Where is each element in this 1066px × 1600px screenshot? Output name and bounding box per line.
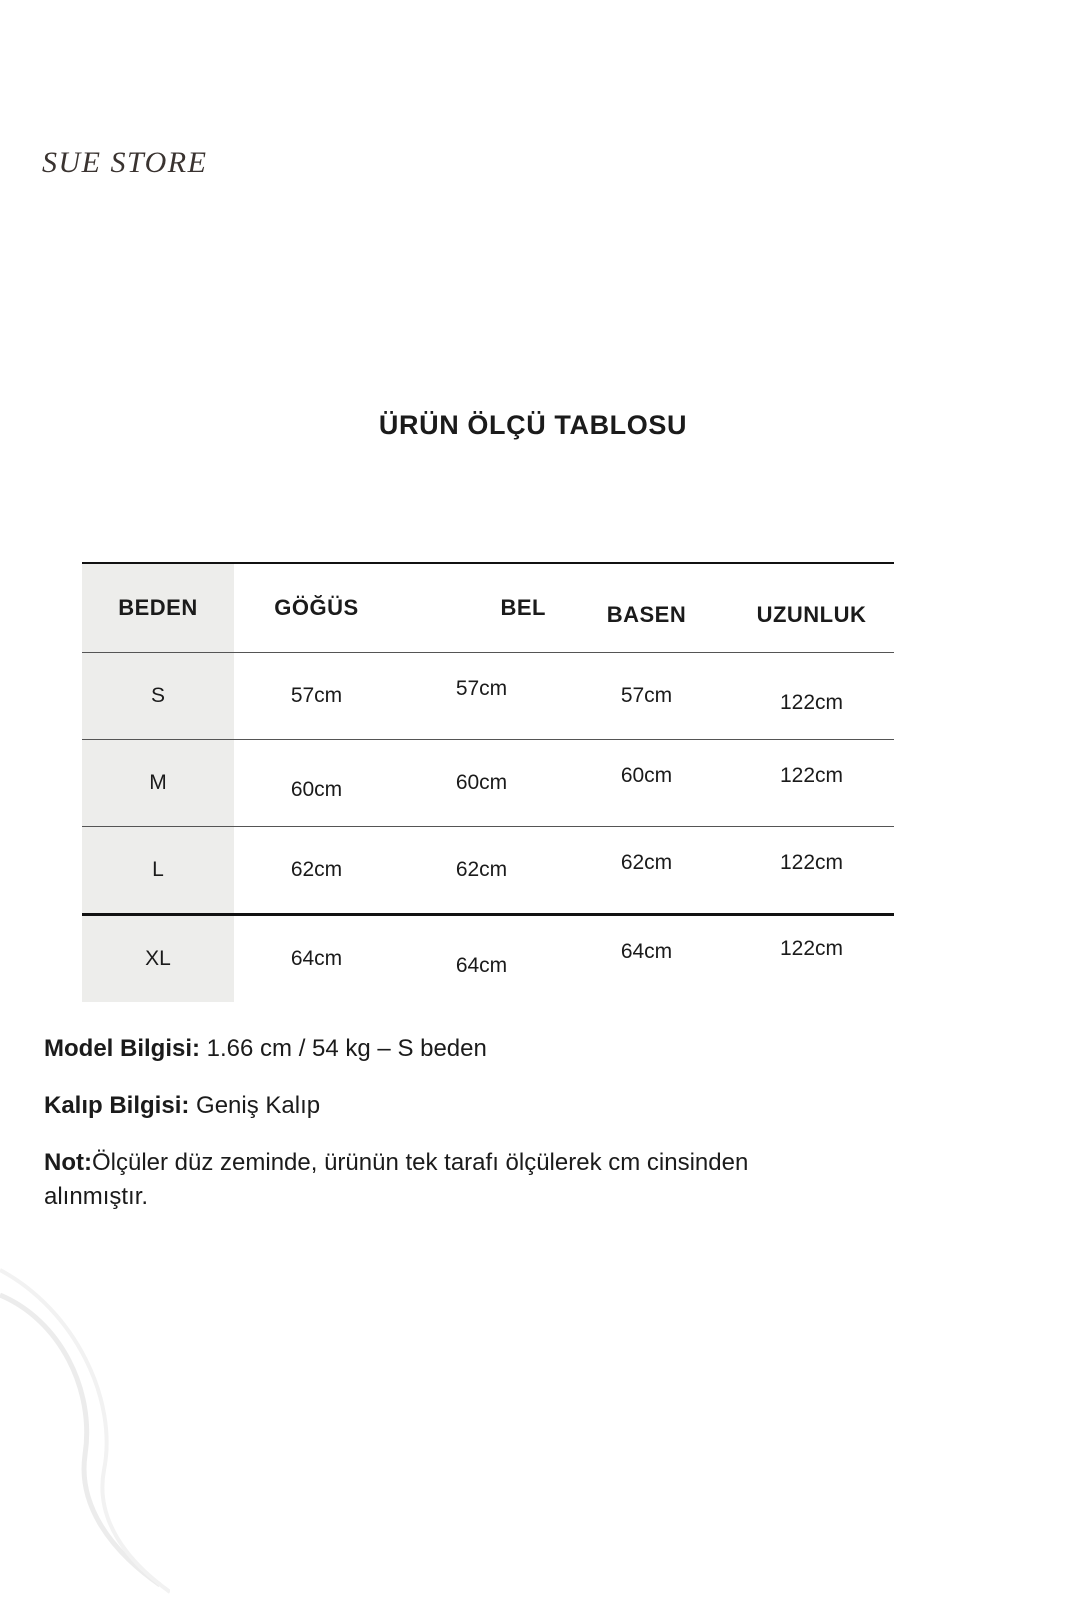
basen-value: 62cm [620,851,673,874]
header-basen-label: BASEN [606,602,687,627]
disclaimer-label: Not: [44,1148,92,1176]
cell-basen [564,915,729,1003]
table-header [82,563,894,653]
uzunluk-value: 122cm [779,937,844,960]
cell-basen [564,827,729,915]
cell-uzunluk [729,740,894,827]
cell-uzunluk [729,653,894,740]
size-value: M [149,771,167,794]
table-row [82,653,894,740]
uzunluk-value: 122cm [779,851,844,874]
gogus-value: 62cm [290,858,343,881]
model-info-value: 1.66 cm / 54 kg – S beden [200,1035,487,1062]
size-table [82,562,894,1002]
gogus-value: 60cm [290,778,343,801]
basen-value: 57cm [620,684,673,707]
size-value: XL [145,947,171,970]
model-info-label: Model Bilgisi: [44,1035,200,1062]
table-row [82,915,894,1003]
table-header-row [82,563,894,653]
decorative-swirl-icon [0,1240,170,1600]
cell-uzunluk [729,915,894,1003]
uzunluk-value: 122cm [779,691,844,714]
header-beden-label: BEDEN [118,595,198,620]
cell-bel [399,827,564,915]
cell-gogus [234,915,399,1003]
size-value: L [152,858,164,881]
size-table-container [82,562,894,1002]
cell-basen [564,653,729,740]
cell-gogus [234,740,399,827]
brand-logo: SUE STORE [42,146,208,179]
bel-value: 64cm [455,954,508,977]
fit-info-label: Kalıp Bilgisi: [44,1091,190,1119]
fit-info-line [44,1089,1004,1124]
cell-basen [564,740,729,827]
model-info-line [44,1032,1004,1067]
header-uzunluk-label: UZUNLUK [756,602,867,627]
header-beden [82,563,234,653]
cell-gogus [234,827,399,915]
table-row [82,827,894,915]
gogus-value: 57cm [290,684,343,707]
cell-beden [82,740,234,827]
bel-value: 60cm [455,771,508,794]
cell-uzunluk [729,827,894,915]
disclaimer-value: Ölçüler düz zeminde, ürünün tek tarafı ölçülerek cm cinsinden alınmıştır. [44,1148,749,1211]
header-gogus-label: GÖĞÜS [274,595,359,620]
table-body [82,653,894,1003]
cell-beden [82,827,234,915]
disclaimer-line [44,1146,834,1216]
basen-value: 60cm [620,764,673,787]
uzunluk-value: 122cm [779,764,844,787]
table-row [82,740,894,827]
cell-bel [399,740,564,827]
bel-value: 62cm [455,858,508,881]
header-bel [399,563,564,653]
page-title: ÜRÜN ÖLÇÜ TABLOSU [378,410,688,440]
cell-bel [399,915,564,1003]
basen-value: 64cm [620,940,673,963]
cell-beden [82,653,234,740]
cell-beden [82,915,234,1003]
cell-bel [399,653,564,740]
gogus-value: 64cm [290,947,343,970]
header-uzunluk [729,563,894,653]
header-basen [564,563,729,653]
header-bel-label: BEL [500,595,546,620]
header-gogus [234,563,399,653]
notes-section [44,1032,1004,1215]
cell-gogus [234,653,399,740]
fit-info-value: Geniş Kalıp [189,1091,321,1119]
size-value: S [150,684,165,707]
bel-value: 57cm [455,677,508,700]
